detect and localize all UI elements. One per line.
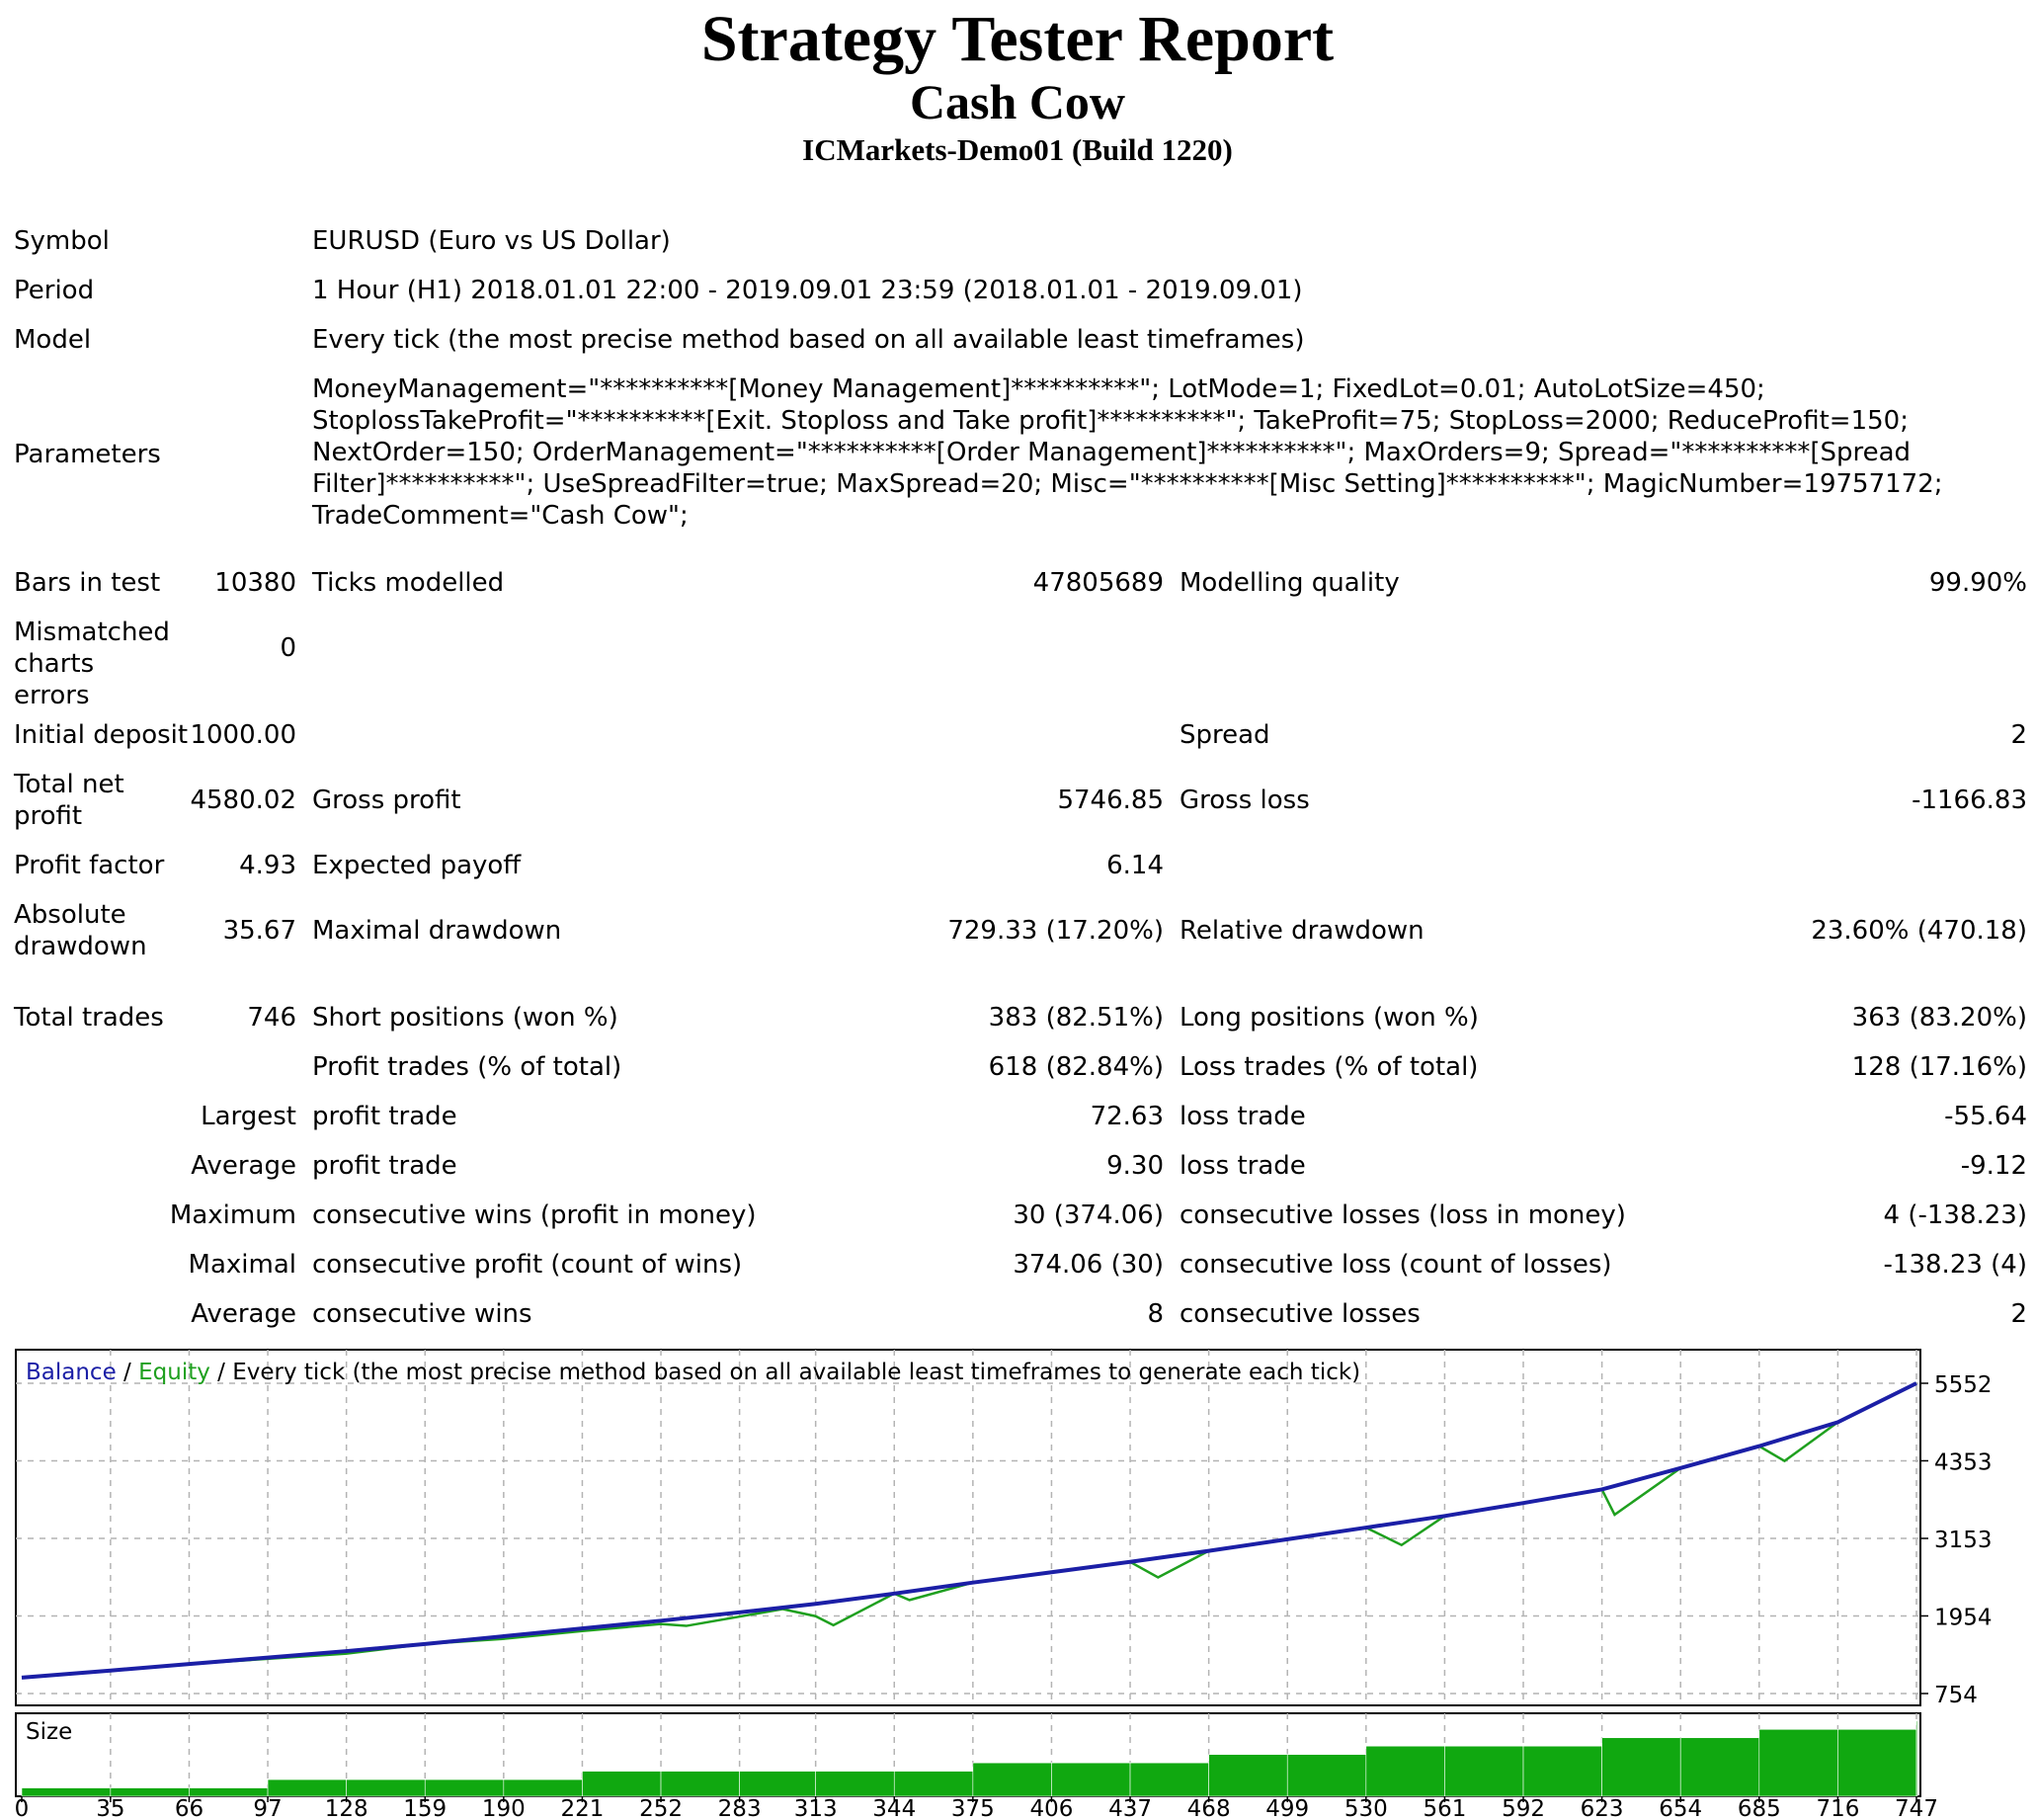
x-tick-label: 190 (481, 1796, 526, 1820)
average-loss-label: loss trade (1180, 1151, 1306, 1181)
avg-consecutive-losses-value: 2 (2010, 1299, 2027, 1329)
size-bar (582, 1772, 661, 1796)
x-tick-label: 221 (560, 1796, 605, 1820)
size-bar (189, 1788, 268, 1796)
quality-label: Modelling quality (1180, 568, 1400, 598)
profit-trades-label: Profit trades (% of total) (312, 1052, 622, 1082)
maximal-consecutive-profit-value: 374.06 (30) (1013, 1250, 1164, 1280)
y-tick-label: 1954 (1934, 1605, 1993, 1631)
average-label: Average (191, 1151, 296, 1181)
y-tick-label: 4353 (1934, 1449, 1993, 1476)
period-value: 1 Hour (H1) 2018.01.01 22:00 - 2019.09.01 23:59 (2018.01.01 - 2019.09.01) (312, 276, 1303, 305)
size-bar (268, 1779, 347, 1796)
maximal-consecutive-loss-value: -138.23 (4) (1883, 1250, 2027, 1280)
deposit-label: Initial deposit (14, 720, 189, 750)
x-tick-label: 592 (1502, 1796, 1545, 1820)
gross-loss-value: -1166.83 (1912, 786, 2027, 815)
x-tick-label: 406 (1029, 1796, 1074, 1820)
symbol-label: Symbol (14, 226, 110, 256)
size-bar (1287, 1755, 1366, 1796)
relative-drawdown-label: Relative drawdown (1180, 916, 1424, 946)
x-tick-label: 530 (1343, 1796, 1388, 1820)
legend-separator: / (116, 1360, 139, 1385)
size-bar (1209, 1755, 1288, 1796)
largest-profit-label: profit trade (312, 1102, 457, 1131)
x-tick-label: 375 (950, 1796, 995, 1820)
y-tick-label: 754 (1934, 1683, 1978, 1708)
bars-value: 10380 (214, 568, 296, 598)
x-tick-label: 252 (639, 1796, 683, 1820)
report-subtitle: Cash Cow (909, 74, 1126, 129)
legend-model: / Every tick (the most precise method based on all available least timeframes to generate each tick) (209, 1360, 1361, 1385)
parameters-label: Parameters (14, 440, 161, 469)
x-tick-label: 499 (1265, 1796, 1310, 1820)
parameters-line-1: MoneyManagement="**********[Money Management]**********"; LotMode=1; FixedLot=0.01; AutoLotSize=450; (312, 374, 1765, 404)
main-plot-frame (16, 1350, 1920, 1705)
x-tick-label: 716 (1816, 1796, 1860, 1820)
model-value: Every tick (the most precise method based on all available least timeframes) (312, 325, 1305, 355)
x-tick-label: 561 (1423, 1796, 1467, 1820)
maximal-drawdown-label: Maximal drawdown (312, 916, 562, 946)
absolute-drawdown-label: Absolute drawdown (14, 900, 147, 961)
parameters-line-2: StoplossTakeProfit="**********[Exit. Stoploss and Take profit]**********"; TakeProfit=75; StopLoss=2000; ReduceProfit=150; (312, 406, 1909, 436)
largest-loss-label: loss trade (1180, 1102, 1306, 1131)
largest-loss-value: -55.64 (1944, 1102, 2027, 1131)
report-server: ICMarkets-Demo01 (Build 1220) (802, 132, 1233, 167)
quality-value: 99.90% (1928, 568, 2027, 598)
legend-balance: Balance (26, 1360, 117, 1385)
x-tick-label: 313 (793, 1796, 838, 1820)
average-consecutive-label: Average (191, 1299, 296, 1329)
max-consecutive-losses-value: 4 (-138.23) (1883, 1200, 2027, 1230)
max-consecutive-losses-label: consecutive losses (loss in money) (1180, 1200, 1626, 1230)
x-tick-label: 468 (1186, 1796, 1231, 1820)
expected-payoff-value: 6.14 (1106, 851, 1164, 880)
average-profit-value: 9.30 (1106, 1151, 1164, 1181)
loss-trades-label: Loss trades (% of total) (1180, 1052, 1479, 1082)
size-bar (111, 1788, 190, 1796)
profit-trades-value: 618 (82.84%) (988, 1052, 1164, 1082)
x-tick-label: 97 (253, 1796, 283, 1820)
size-bar (816, 1772, 895, 1796)
absolute-drawdown-value: 35.67 (222, 916, 296, 946)
size-bar (1916, 1721, 1917, 1796)
profit-factor-label: Profit factor (14, 851, 165, 880)
short-positions-value: 383 (82.51%) (988, 1003, 1164, 1033)
size-bar (1602, 1738, 1681, 1796)
average-loss-value: -9.12 (1960, 1151, 2027, 1181)
ticks-label: Ticks modelled (312, 568, 505, 598)
loss-trades-value: 128 (17.16%) (1851, 1052, 2027, 1082)
balance-equity-chart (0, 1344, 2035, 1820)
long-positions-value: 363 (83.20%) (1851, 1003, 2027, 1033)
size-bar (1130, 1763, 1209, 1796)
largest-label: Largest (201, 1102, 296, 1131)
x-tick-label: 437 (1108, 1796, 1152, 1820)
size-bar (1523, 1746, 1602, 1796)
y-tick-label: 3153 (1934, 1528, 1993, 1553)
size-bar (1759, 1729, 1838, 1796)
x-tick-label: 283 (717, 1796, 762, 1820)
net-profit-label: Total net profit (14, 770, 124, 831)
parameters-line-3: NextOrder=150; OrderManagement="**********[Order Management]**********"; MaxOrders=9; Spread="**********[Spread (312, 438, 1912, 467)
profit-factor-value: 4.93 (239, 851, 296, 880)
size-bar (1837, 1729, 1916, 1796)
avg-consecutive-wins-label: consecutive wins (312, 1299, 532, 1329)
average-profit-label: profit trade (312, 1151, 457, 1181)
size-bar (22, 1788, 111, 1796)
gross-loss-label: Gross loss (1180, 786, 1310, 815)
x-tick-label: 35 (96, 1796, 125, 1820)
total-trades-value: 746 (247, 1003, 296, 1033)
size-bar (973, 1763, 1052, 1796)
period-label: Period (14, 276, 95, 305)
x-tick-label: 159 (403, 1796, 448, 1820)
maximal-label: Maximal (188, 1250, 296, 1280)
mismatch-label: Mismatched charts errors (14, 618, 170, 710)
x-tick-label: 0 (14, 1796, 30, 1820)
parameters-line-4: Filter]**********"; UseSpreadFilter=true; MaxSpread=20; Misc="**********[Misc Setting]**********"; MagicNumber=19757172; (312, 469, 1943, 499)
maximal-consecutive-profit-label: consecutive profit (count of wins) (312, 1250, 743, 1280)
mismatch-value: 0 (280, 633, 296, 663)
x-tick-label: 66 (174, 1796, 204, 1820)
size-bar (425, 1779, 504, 1796)
model-label: Model (14, 325, 92, 355)
x-tick-label: 747 (1895, 1796, 1938, 1820)
net-profit-value: 4580.02 (190, 786, 296, 815)
size-bar (1051, 1763, 1130, 1796)
ticks-value: 47805689 (1032, 568, 1164, 598)
deposit-value: 1000.00 (190, 720, 296, 750)
size-bar (894, 1772, 973, 1796)
size-bar (504, 1779, 583, 1796)
legend-equity: Equity (138, 1360, 210, 1385)
size-bar (1366, 1746, 1445, 1796)
size-bar (1680, 1738, 1759, 1796)
relative-drawdown-value: 23.60% (470.18) (1811, 916, 2027, 946)
x-tick-label: 128 (324, 1796, 368, 1820)
max-consecutive-wins-label: consecutive wins (profit in money) (312, 1200, 757, 1230)
bars-label: Bars in test (14, 568, 161, 598)
maximal-consecutive-loss-label: consecutive loss (count of losses) (1180, 1250, 1612, 1280)
short-positions-label: Short positions (won %) (312, 1003, 618, 1033)
report-title: Strategy Tester Report (700, 3, 1335, 75)
expected-payoff-label: Expected payoff (312, 851, 522, 880)
spread-value: 2 (2010, 720, 2027, 750)
x-tick-label: 623 (1580, 1796, 1624, 1820)
spread-label: Spread (1180, 720, 1270, 750)
total-trades-label: Total trades (14, 1003, 164, 1033)
x-tick-label: 685 (1737, 1796, 1781, 1820)
avg-consecutive-wins-value: 8 (1147, 1299, 1164, 1329)
symbol-value: EURUSD (Euro vs US Dollar) (312, 226, 671, 256)
largest-profit-value: 72.63 (1090, 1102, 1164, 1131)
size-bar (661, 1772, 740, 1796)
gross-profit-value: 5746.85 (1057, 786, 1164, 815)
x-tick-label: 344 (872, 1796, 917, 1820)
avg-consecutive-losses-label: consecutive losses (1180, 1299, 1421, 1329)
y-tick-label: 5552 (1934, 1372, 1993, 1398)
size-bar (347, 1779, 426, 1796)
gross-profit-label: Gross profit (312, 786, 461, 815)
size-bar (740, 1772, 816, 1796)
parameters-line-5: TradeComment="Cash Cow"; (312, 501, 689, 531)
maximum-label: Maximum (169, 1200, 296, 1230)
size-chart-label: Size (26, 1719, 73, 1745)
long-positions-label: Long positions (won %) (1180, 1003, 1479, 1033)
maximal-drawdown-value: 729.33 (17.20%) (947, 916, 1164, 946)
chart-legend (26, 1360, 1360, 1385)
x-tick-label: 654 (1659, 1796, 1703, 1820)
size-bar (1444, 1746, 1523, 1796)
max-consecutive-wins-value: 30 (374.06) (1013, 1200, 1164, 1230)
